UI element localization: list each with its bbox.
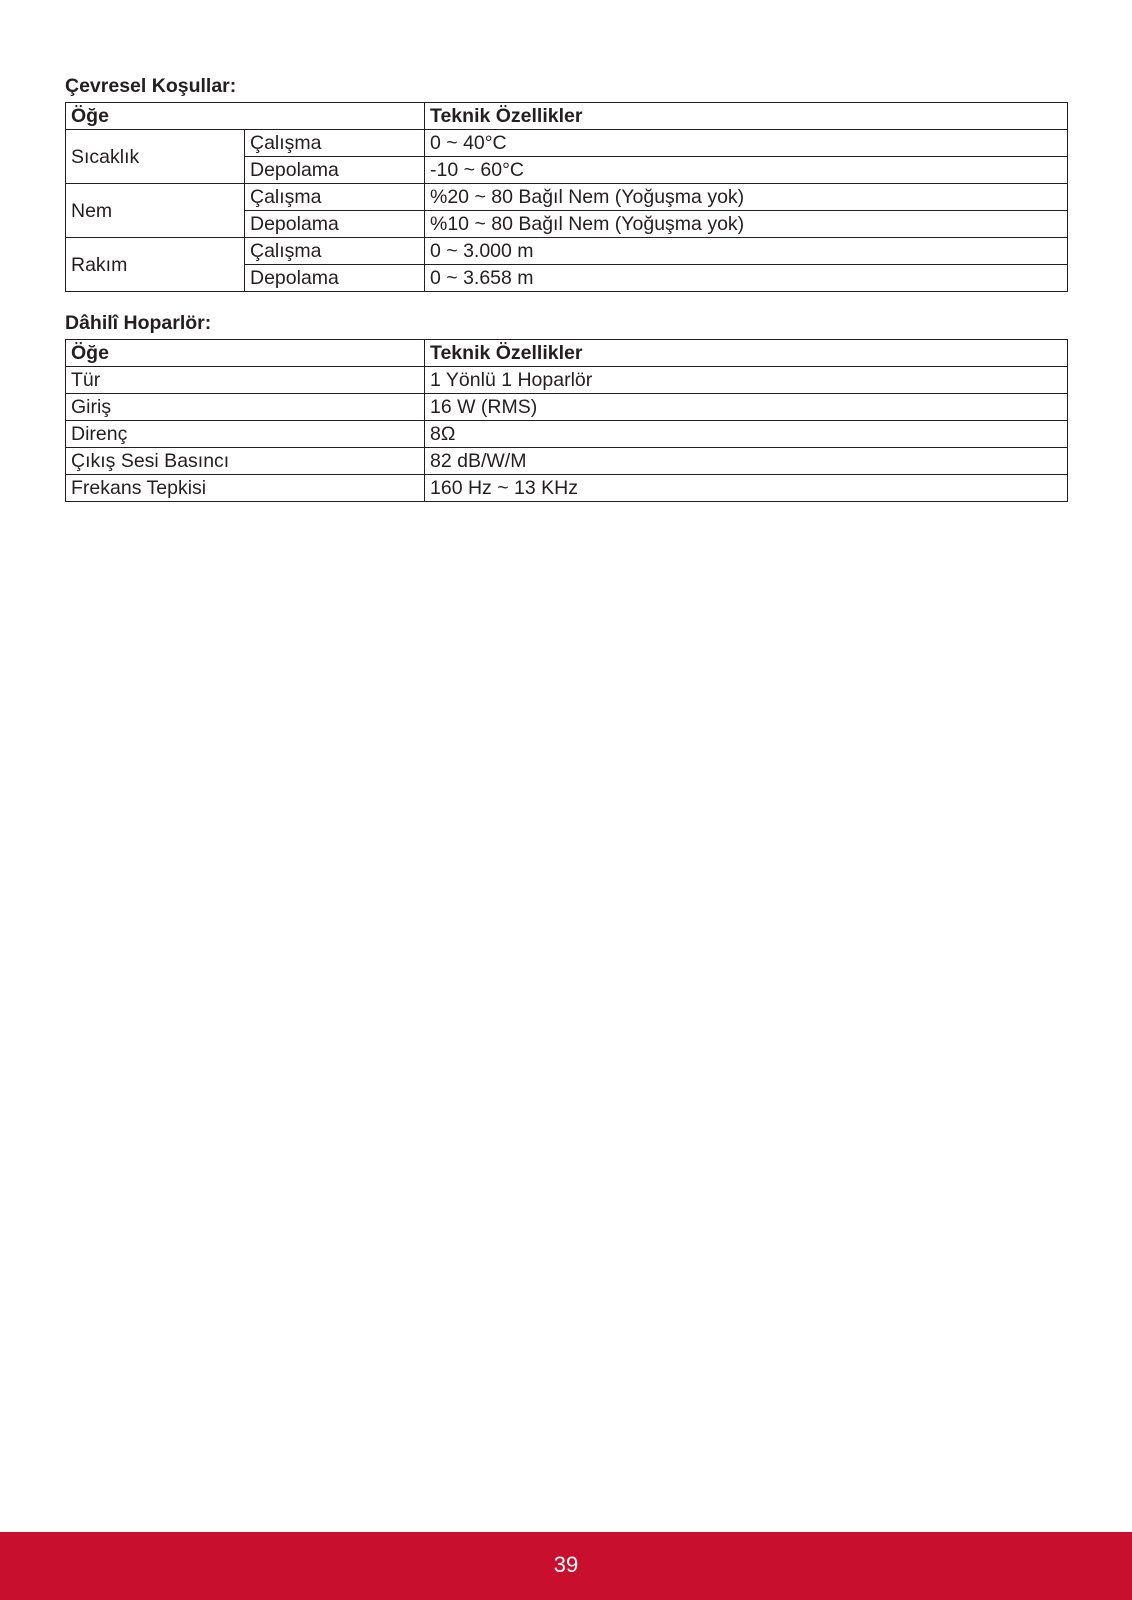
environment-section-title: Çevresel Koşullar: xyxy=(65,75,237,97)
spec-column-header: Teknik Özellikler xyxy=(425,103,1068,130)
item-column-header: Öğe xyxy=(66,103,425,130)
speaker-type-value: 1 Yönlü 1 Hoparlör xyxy=(425,367,1068,394)
speaker-impedance-value: 8Ω xyxy=(425,421,1068,448)
speaker-spec-table xyxy=(65,339,1068,502)
altitude-label: Rakım xyxy=(66,238,245,292)
environment-spec-table xyxy=(65,102,1068,292)
speaker-section-title: Dâhilî Hoparlör: xyxy=(65,312,212,334)
temperature-label: Sıcaklık xyxy=(66,130,245,184)
table-row xyxy=(66,184,1068,211)
speaker-frequency-value: 160 Hz ~ 13 KHz xyxy=(425,475,1068,502)
altitude-operating-value: 0 ~ 3.000 m xyxy=(425,238,1068,265)
table-row xyxy=(66,475,1068,502)
altitude-storage-value: 0 ~ 3.658 m xyxy=(425,265,1068,292)
humidity-label: Nem xyxy=(66,184,245,238)
operating-label: Çalışma xyxy=(245,184,425,211)
speaker-impedance-label: Direnç xyxy=(66,421,425,448)
humidity-storage-value: %10 ~ 80 Bağıl Nem (Yoğuşma yok) xyxy=(425,211,1068,238)
table-header-row xyxy=(66,103,1068,130)
operating-label: Çalışma xyxy=(245,238,425,265)
humidity-operating-value: %20 ~ 80 Bağıl Nem (Yoğuşma yok) xyxy=(425,184,1068,211)
speaker-spl-label: Çıkış Sesi Basıncı xyxy=(66,448,425,475)
table-row xyxy=(66,130,1068,157)
table-row xyxy=(66,421,1068,448)
speaker-input-value: 16 W (RMS) xyxy=(425,394,1068,421)
page-number: 39 xyxy=(553,1552,579,1577)
temperature-operating-value: 0 ~ 40°C xyxy=(425,130,1068,157)
table-row xyxy=(66,367,1068,394)
item-column-header: Öğe xyxy=(66,340,425,367)
temperature-storage-value: -10 ~ 60°C xyxy=(425,157,1068,184)
spec-column-header: Teknik Özellikler xyxy=(425,340,1068,367)
table-header-row xyxy=(66,340,1068,367)
storage-label: Depolama xyxy=(245,157,425,184)
table-row xyxy=(66,238,1068,265)
speaker-type-label: Tür xyxy=(66,367,425,394)
speaker-frequency-label: Frekans Tepkisi xyxy=(66,475,425,502)
storage-label: Depolama xyxy=(245,211,425,238)
table-row xyxy=(66,394,1068,421)
table-row xyxy=(66,448,1068,475)
page-footer-bar xyxy=(0,1532,1132,1600)
storage-label: Depolama xyxy=(245,265,425,292)
speaker-spl-value: 82 dB/W/M xyxy=(425,448,1068,475)
speaker-input-label: Giriş xyxy=(66,394,425,421)
operating-label: Çalışma xyxy=(245,130,425,157)
